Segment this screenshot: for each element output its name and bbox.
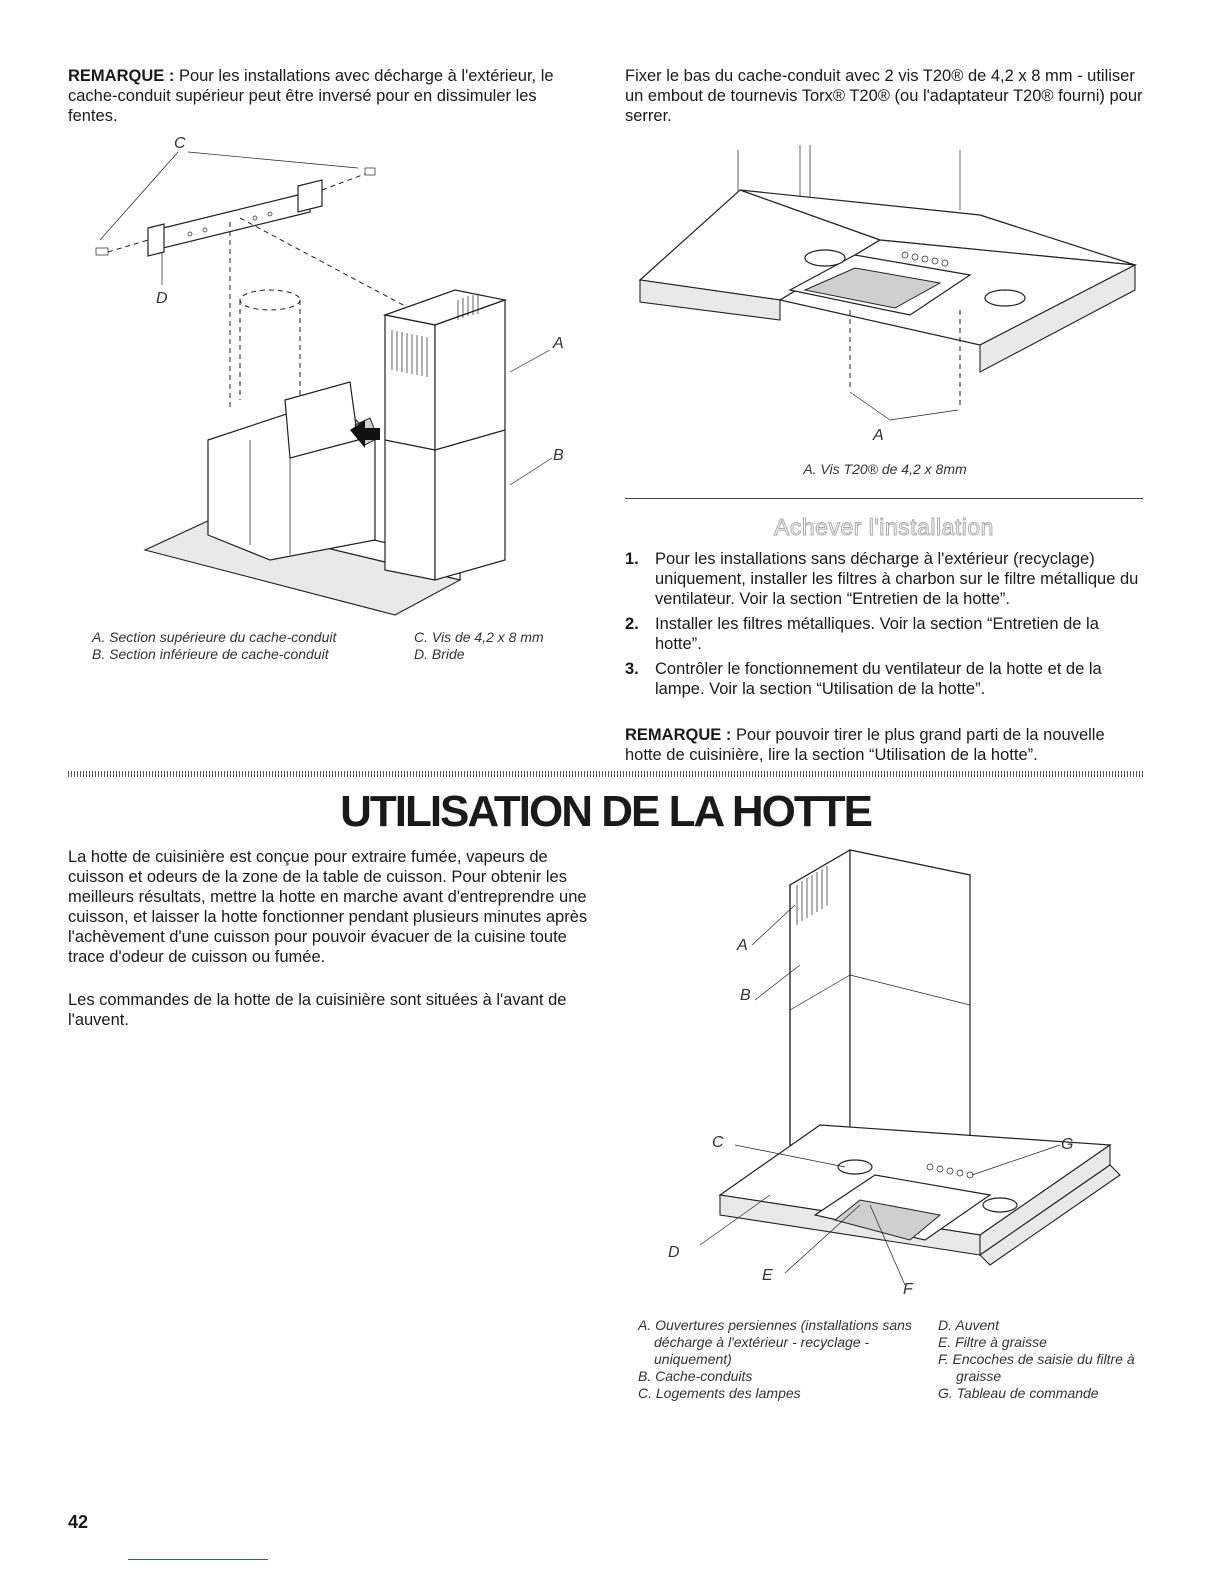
- note-label: REMARQUE :: [625, 726, 732, 744]
- hood-label-a: A: [737, 937, 748, 954]
- step-2: [625, 614, 1143, 654]
- figure-label-c: C: [174, 135, 186, 152]
- step-text: Installer les filtres métalliques. Voir la section “Entretien de la hotte”.: [655, 615, 1099, 653]
- figure-label-b: B: [553, 447, 564, 464]
- step-text: Contrôler le fonctionnement du ventilateur de la hotte et de la lampe. Voir la section “Utilisation de la hotte”.: [655, 660, 1102, 698]
- hood-legend-item-c: C. Logements des lampes: [638, 1385, 801, 1401]
- hood-legend-item-a: A. Ouvertures persiennes (installations sans décharge à l'extérieur - recyclage - uniquement): [638, 1317, 912, 1367]
- step-text: Pour les installations sans décharge à l'extérieur (recyclage) uniquement, installer les filtres à charbon sur le filtre métallique du ventilateur. Voir la section “Entretien de la hotte”.: [655, 550, 1139, 608]
- legend-item-b: B. Section inférieure de cache-conduit: [92, 646, 329, 662]
- figure-legend-left: [92, 629, 412, 663]
- finish-steps: [625, 549, 1143, 704]
- canopy-screws-figure: [640, 140, 1140, 430]
- usage-section-title: UTILISATION DE LA HOTTE: [340, 787, 871, 836]
- hood-legend-item-f: F. Encoches de saisie du filtre à graisse: [938, 1351, 1135, 1384]
- hood-legend-right: [938, 1317, 1138, 1402]
- footer-rule: [128, 1559, 268, 1560]
- screw-figure-caption: A. Vis T20® de 4,2 x 8mm: [803, 461, 967, 477]
- note-label: REMARQUE :: [68, 67, 175, 85]
- section-divider: [625, 498, 1143, 499]
- note-text: Pour les installations avec décharge à l'extérieur, le cache-conduit supérieur peut être inversé pour en dissimuler les fentes.: [68, 67, 554, 125]
- legend-item-d: D. Bride: [414, 646, 465, 662]
- hood-label-b: B: [740, 987, 751, 1004]
- finish-note: [625, 725, 1145, 765]
- figure-label-a: A: [553, 335, 564, 352]
- section-separator: [68, 771, 1143, 777]
- usage-paragraph-1: La hotte de cuisinière est conçue pour extraire fumée, vapeurs de cuisson et odeurs de la zone de la table de cuisson. Pour obtenir les meilleurs résultats, mettre la hotte en marche avant d'entreprendre une cuisson, et laisser la hotte fonctionner pendant plusieurs minutes après l'achèvement d'une cuisson pour pouvoir évacuer de la cuisine toute trace d'odeur de cuisson ou fumée.: [68, 848, 588, 966]
- page-number: 42: [68, 1512, 89, 1532]
- hood-label-d: D: [668, 1244, 680, 1261]
- step-1: [625, 549, 1143, 609]
- duct-cover-install-figure: [60, 140, 600, 620]
- step-number: 3.: [625, 660, 639, 678]
- finish-section-title: Achever l'installation: [774, 514, 994, 540]
- step-number: 2.: [625, 615, 639, 633]
- top-left-note: [68, 66, 588, 126]
- step-number: 1.: [625, 550, 639, 568]
- legend-item-a: A. Section supérieure du cache-conduit: [92, 629, 337, 645]
- hood-label-c: C: [712, 1134, 724, 1151]
- note-text: Pour pouvoir tirer le plus grand parti de la nouvelle hotte de cuisinière, lire la section “Utilisation de la hotte”.: [625, 726, 1105, 764]
- hood-label-f: F: [903, 1281, 913, 1298]
- hood-parts-figure: [700, 845, 1130, 1295]
- hood-label-g: G: [1061, 1136, 1074, 1153]
- hood-legend-item-e: E. Filtre à graisse: [938, 1334, 1047, 1350]
- hood-label-e: E: [762, 1267, 773, 1284]
- step-3: [625, 659, 1143, 699]
- figure-legend-right: [414, 629, 594, 663]
- hood-legend-item-b: B. Cache-conduits: [638, 1368, 753, 1384]
- screw-figure-label-a: A: [873, 427, 884, 444]
- screw-instruction: Fixer le bas du cache-conduit avec 2 vis T20® de 4,2 x 8 mm - utiliser un embout de tournevis Torx® T20® (ou l'adaptateur T20® fourni) pour serrer.: [625, 67, 1143, 125]
- hood-legend-item-d: D. Auvent: [938, 1317, 999, 1333]
- legend-item-c: C. Vis de 4,2 x 8 mm: [414, 629, 544, 645]
- hood-legend-left: [638, 1317, 918, 1402]
- hood-legend-item-g: G. Tableau de commande: [938, 1385, 1099, 1401]
- usage-paragraph-2: Les commandes de la hotte de la cuisinière sont situées à l'avant de l'auvent.: [68, 991, 567, 1029]
- figure-label-d: D: [156, 290, 168, 307]
